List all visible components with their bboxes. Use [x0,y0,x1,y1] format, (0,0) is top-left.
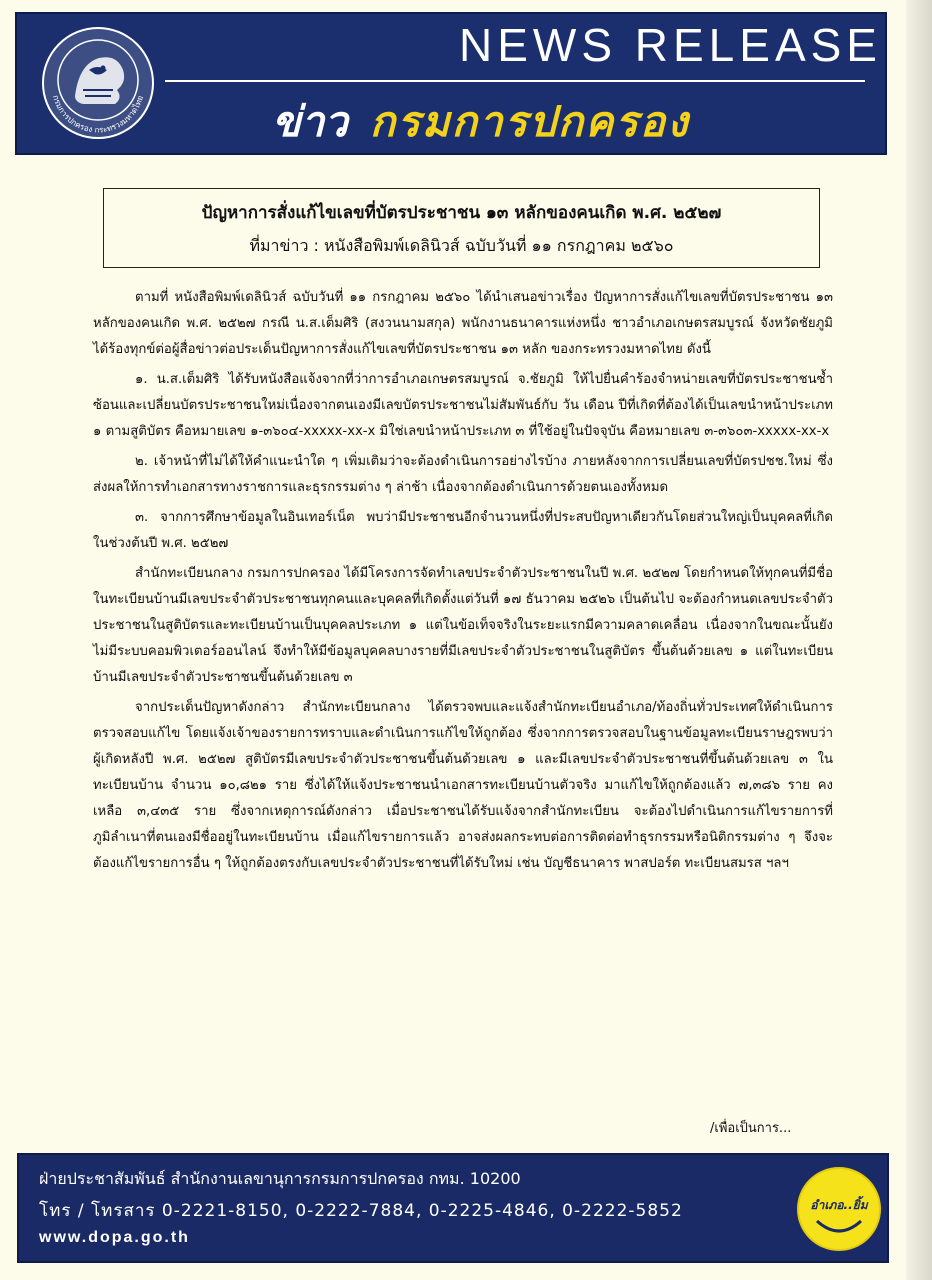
paragraph: ๑. น.ส.เต็มศิริ ได้รับหนังสือแจ้งจากที่ว่าการอำเภอเกษตรสมบูรณ์ จ.ชัยภูมิ ให้ไปยื่นคำร้องจำหน่ายเลขที่บัตรประชาชนซ้ำซ้อนและเปลี่ยนบัตรประชาชนใหม่เนื่องจากตนเองมีเลขบัตรประชาชนไม่สัมพันธ์กับ วัน เดือน ปีที่เกิดที่ต้องได้เป็นเลขนำหน้าประเภท ๑ ตามสูติบัตร คือหมายเลข ๑-๓๖๐๔-xxxxx-xx-x มิใช่เลขนำหน้าประเภท ๓ ที่ใช้อยู่ในปัจจุบัน คือหมายเลข ๓-๓๖๐๓-xxxxx-xx-x [93,372,833,439]
contact-footer [17,1153,889,1263]
article-body [93,285,833,881]
english-title: NEWS RELEASE [459,19,882,71]
smile-mascot-logo [795,1163,883,1255]
mascot-text: อำเภอ..ยิ้ม [810,1198,868,1212]
thai-news-word: ข่าว [272,97,348,146]
paragraph: ๓. จากการศึกษาข้อมูลในอินเทอร์เน็ต พบว่ามีประชาชนอีกจำนวนหนึ่งที่ประสบปัญหาเดียวกันโดยส่วนใหญ่เป็นบุคคลที่เกิดในช่วงต้นปี พ.ศ. ๒๕๒๗ [93,510,833,551]
headline-source: ที่มาข่าว : หนังสือพิมพ์เดลินิวส์ ฉบับวันที่ ๑๑ กรกฎาคม ๒๕๖๐ [249,236,674,255]
paragraph: จากประเด็นปัญหาดังกล่าว สำนักทะเบียนกลาง ได้ตรวจพบและแจ้งสำนักทะเบียนอำเภอ/ท้องถิ่นทั่วประเทศให้ดำเนินการตรวจสอบแก้ไข โดยแจ้งเจ้าของรายการทราบและดำเนินการแก้ไขให้ถูกต้อง ซึ่งจากการตรวจสอบในฐานข้อมูลทะเบียนราษฎรพบว่า ผู้เกิดหลังปี พ.ศ. ๒๕๒๗ สูติบัตรมีเลขประจำตัวประชาชนขึ้นต้นด้วยเลข ๑ และมีเลขประจำตัวประชาชนที่ขึ้นต้นด้วยเลข ๓ ในทะเบียนบ้าน จำนวน ๑๐,๘๒๑ ราย ซึ่งได้ให้แจ้งประชาชนนำเอกสารทะเบียนบ้านตัวจริง มาแก้ไขให้ถูกต้องแล้ว ๗,๓๘๖ ราย คงเหลือ ๓,๔๓๕ ราย ซึ่งจากเหตุการณ์ดังกล่าว เมื่อประชาชนได้รับแจ้งจากสำนักทะเบียน จะต้องไปดำเนินการแก้ไขรายการที่ภูมิลำเนาที่ตนเองมีชื่ออยู่ในทะเบียนบ้าน เมื่อแก้ไขรายการแล้ว อาจส่งผลกระทบต่อการติดต่อทำธุรกรรมหรือนิติกรรมต่าง ๆ จึงจะต้องแก้ไขรายการอื่น ๆ ให้ถูกต้องตรงกับเลขประจำตัวประชาชนที่ได้รับใหม่ เช่น บัญชีธนาคาร พาสปอร์ต ทะเบียนสมรส ฯลฯ [93,700,833,871]
svg-text:กรมการปกครอง กระทรวงมหาดไทย: กรมการปกครอง กระทรวงมหาดไทย [50,94,145,135]
department-name: กรมการปกครอง [369,97,690,146]
footer-phones: โทร / โทรสาร 0-2221-8150, 0-2222-7884, 0-2225-4846, 0-2222-5852 [39,1201,683,1221]
thai-title [272,94,872,154]
header-divider [165,80,865,82]
headline-box [103,188,820,268]
paragraph: ตามที่ หนังสือพิมพ์เดลินิวส์ ฉบับวันที่ ๑๑ กรกฎาคม ๒๕๖๐ ได้นำเสนอข่าวเรื่อง ปัญหาการสั่งแก้ไขเลขที่บัตรประชาชน ๑๓ หลักของคนเกิด พ.ศ. ๒๕๒๗ กรณี น.ส.เต็มศิริ (สงวนนามสกุล) พนักงานธนาคารแห่งหนึ่ง ชาวอำเภอเกษตรสมบูรณ์ จังหวัดชัยภูมิ ได้ร้องทุกข์ต่อผู้สื่อข่าวต่อประเด็นปัญหาการสั่งแก้ไขเลขที่บัตรประชาชน ๑๓ หลัก ของกระทรวงมหาดไทย ดังนี้ [93,290,833,357]
paragraph: สำนักทะเบียนกลาง กรมการปกครอง ได้มีโครงการจัดทำเลขประจำตัวประชาชนในปี พ.ศ. ๒๕๒๗ โดยกำหนดให้ทุกคนที่มีชื่อในทะเบียนบ้านมีเลขประจำตัวประชาชนทุกคนและบุคคลที่เกิดตั้งแต่วันที่ ๑๗ ธันวาคม ๒๕๒๖ เป็นต้นไป จะต้องกำหนดเลขประจำตัวประชาชนในสูติบัตรและทะเบียนบ้านเป็นบุคคลประเภท ๑ แต่ในข้อเท็จจริงในระยะแรกมีความคลาดเคลื่อน เนื่องจากในขณะนั้นยังไม่มีระบบคอมพิวเตอร์ออนไลน์ จึงทำให้มีข้อมูลบุคคลบางรายที่มีเลขประจำตัวประชาชนในสูติบัตร ขึ้นต้นด้วยเลข ๑ แต่ในทะเบียนบ้านมีเลขประจำตัวประชาชนขึ้นต้นด้วยเลข ๓ [93,566,833,685]
department-seal-logo [39,24,157,142]
footer-address: ฝ่ายประชาสัมพันธ์ สำนักงานเลขานุการกรมการปกครอง กทม. 10200 [39,1169,521,1188]
news-release-header [15,12,887,155]
footer-website-link[interactable]: www.dopa.go.th [39,1229,190,1246]
continuation-note: /เพื่อเป็นการ... [710,1121,792,1136]
page-edge-shadow [906,0,932,1280]
headline-title: ปัญหาการสั่งแก้ไขเลขที่บัตรประชาชน ๑๓ หลักของคนเกิด พ.ศ. ๒๕๒๗ [201,203,722,223]
paragraph: ๒. เจ้าหน้าที่ไม่ได้ให้คำแนะนำใด ๆ เพิ่มเติมว่าจะต้องดำเนินการอย่างไรบ้าง ภายหลังจากการเปลี่ยนเลขที่บัตรปชช.ใหม่ ซึ่งส่งผลให้การทำเอกสารทางราชการและธุรกรรมต่าง ๆ ล่าช้า เนื่องจากต้องดำเนินการด้วยตนเองทั้งหมด [93,454,833,495]
